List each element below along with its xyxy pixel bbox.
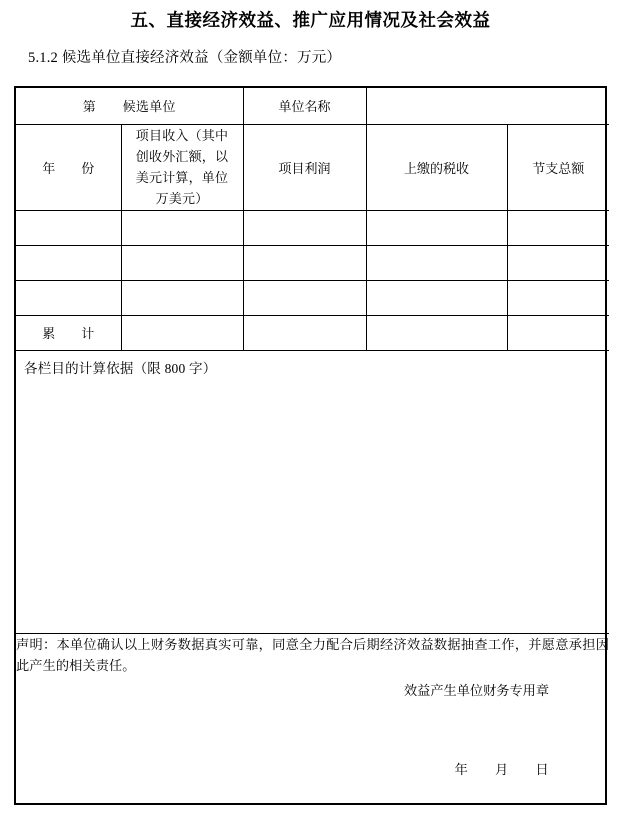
header-project-income xyxy=(121,124,243,210)
header-project-profit: 项目利润 xyxy=(243,124,366,210)
economic-benefit-table-wrapper xyxy=(14,86,610,805)
cell-tax[interactable] xyxy=(366,210,507,245)
table-declaration-row xyxy=(16,633,609,807)
declaration-date-label: 年 月 日 xyxy=(454,761,550,777)
table-header-row-1 xyxy=(16,88,609,124)
cell-income[interactable] xyxy=(121,280,243,315)
header-project-income-line-1: 项目收入（其中 xyxy=(135,128,229,143)
page-title: 五、直接经济效益、推广应用情况及社会效益 xyxy=(130,11,491,31)
header-tax-paid: 上缴的税收 xyxy=(366,124,507,210)
declaration-text: 声明：本单位确认以上财务数据真实可靠，同意全力配合后期经济效益数据抽查工作，并愿意承担因此产生的相关责任。 xyxy=(16,636,610,673)
cell-savings[interactable] xyxy=(507,280,609,315)
total-profit[interactable] xyxy=(243,315,366,350)
header-candidate-unit: 第 候选单位 xyxy=(16,88,243,124)
cell-income[interactable] xyxy=(121,245,243,280)
table-row xyxy=(16,280,609,315)
total-income[interactable] xyxy=(121,315,243,350)
cell-tax[interactable] xyxy=(366,280,507,315)
header-project-income-line-3: 美元计算，单位 xyxy=(135,170,229,185)
cell-year[interactable] xyxy=(16,280,121,315)
total-tax[interactable] xyxy=(366,315,507,350)
section-subtitle: 5.1.2 候选单位直接经济效益（金额单位：万元） xyxy=(28,50,342,66)
table-notes-row xyxy=(16,350,609,633)
cell-profit[interactable] xyxy=(243,245,366,280)
cell-profit[interactable] xyxy=(243,210,366,245)
cell-tax[interactable] xyxy=(366,245,507,280)
cell-income[interactable] xyxy=(121,210,243,245)
header-project-income-line-4: 万美元） xyxy=(155,191,209,206)
cell-savings[interactable] xyxy=(507,245,609,280)
declaration-seal-label: 效益产生单位财务专用章 xyxy=(403,682,550,698)
header-unit-name: 单位名称 xyxy=(243,88,366,124)
cell-savings[interactable] xyxy=(507,210,609,245)
header-project-income-line-2: 创收外汇额，以 xyxy=(135,149,229,164)
header-year: 年 份 xyxy=(16,124,121,210)
table-header-row-2 xyxy=(16,124,609,210)
header-unit-name-value[interactable] xyxy=(366,88,609,124)
declaration-cell xyxy=(16,633,609,807)
cell-profit[interactable] xyxy=(243,280,366,315)
table-row xyxy=(16,245,609,280)
cell-year[interactable] xyxy=(16,210,121,245)
total-savings[interactable] xyxy=(507,315,609,350)
economic-benefit-table xyxy=(16,88,609,807)
calculation-basis-cell[interactable] xyxy=(16,350,609,633)
table-row xyxy=(16,210,609,245)
cell-year[interactable] xyxy=(16,245,121,280)
header-total-savings: 节支总额 xyxy=(507,124,609,210)
table-total-row xyxy=(16,315,609,350)
calculation-basis-label: 各栏目的计算依据（限 800 字） xyxy=(24,360,217,376)
total-row-label: 累 计 xyxy=(16,315,121,350)
